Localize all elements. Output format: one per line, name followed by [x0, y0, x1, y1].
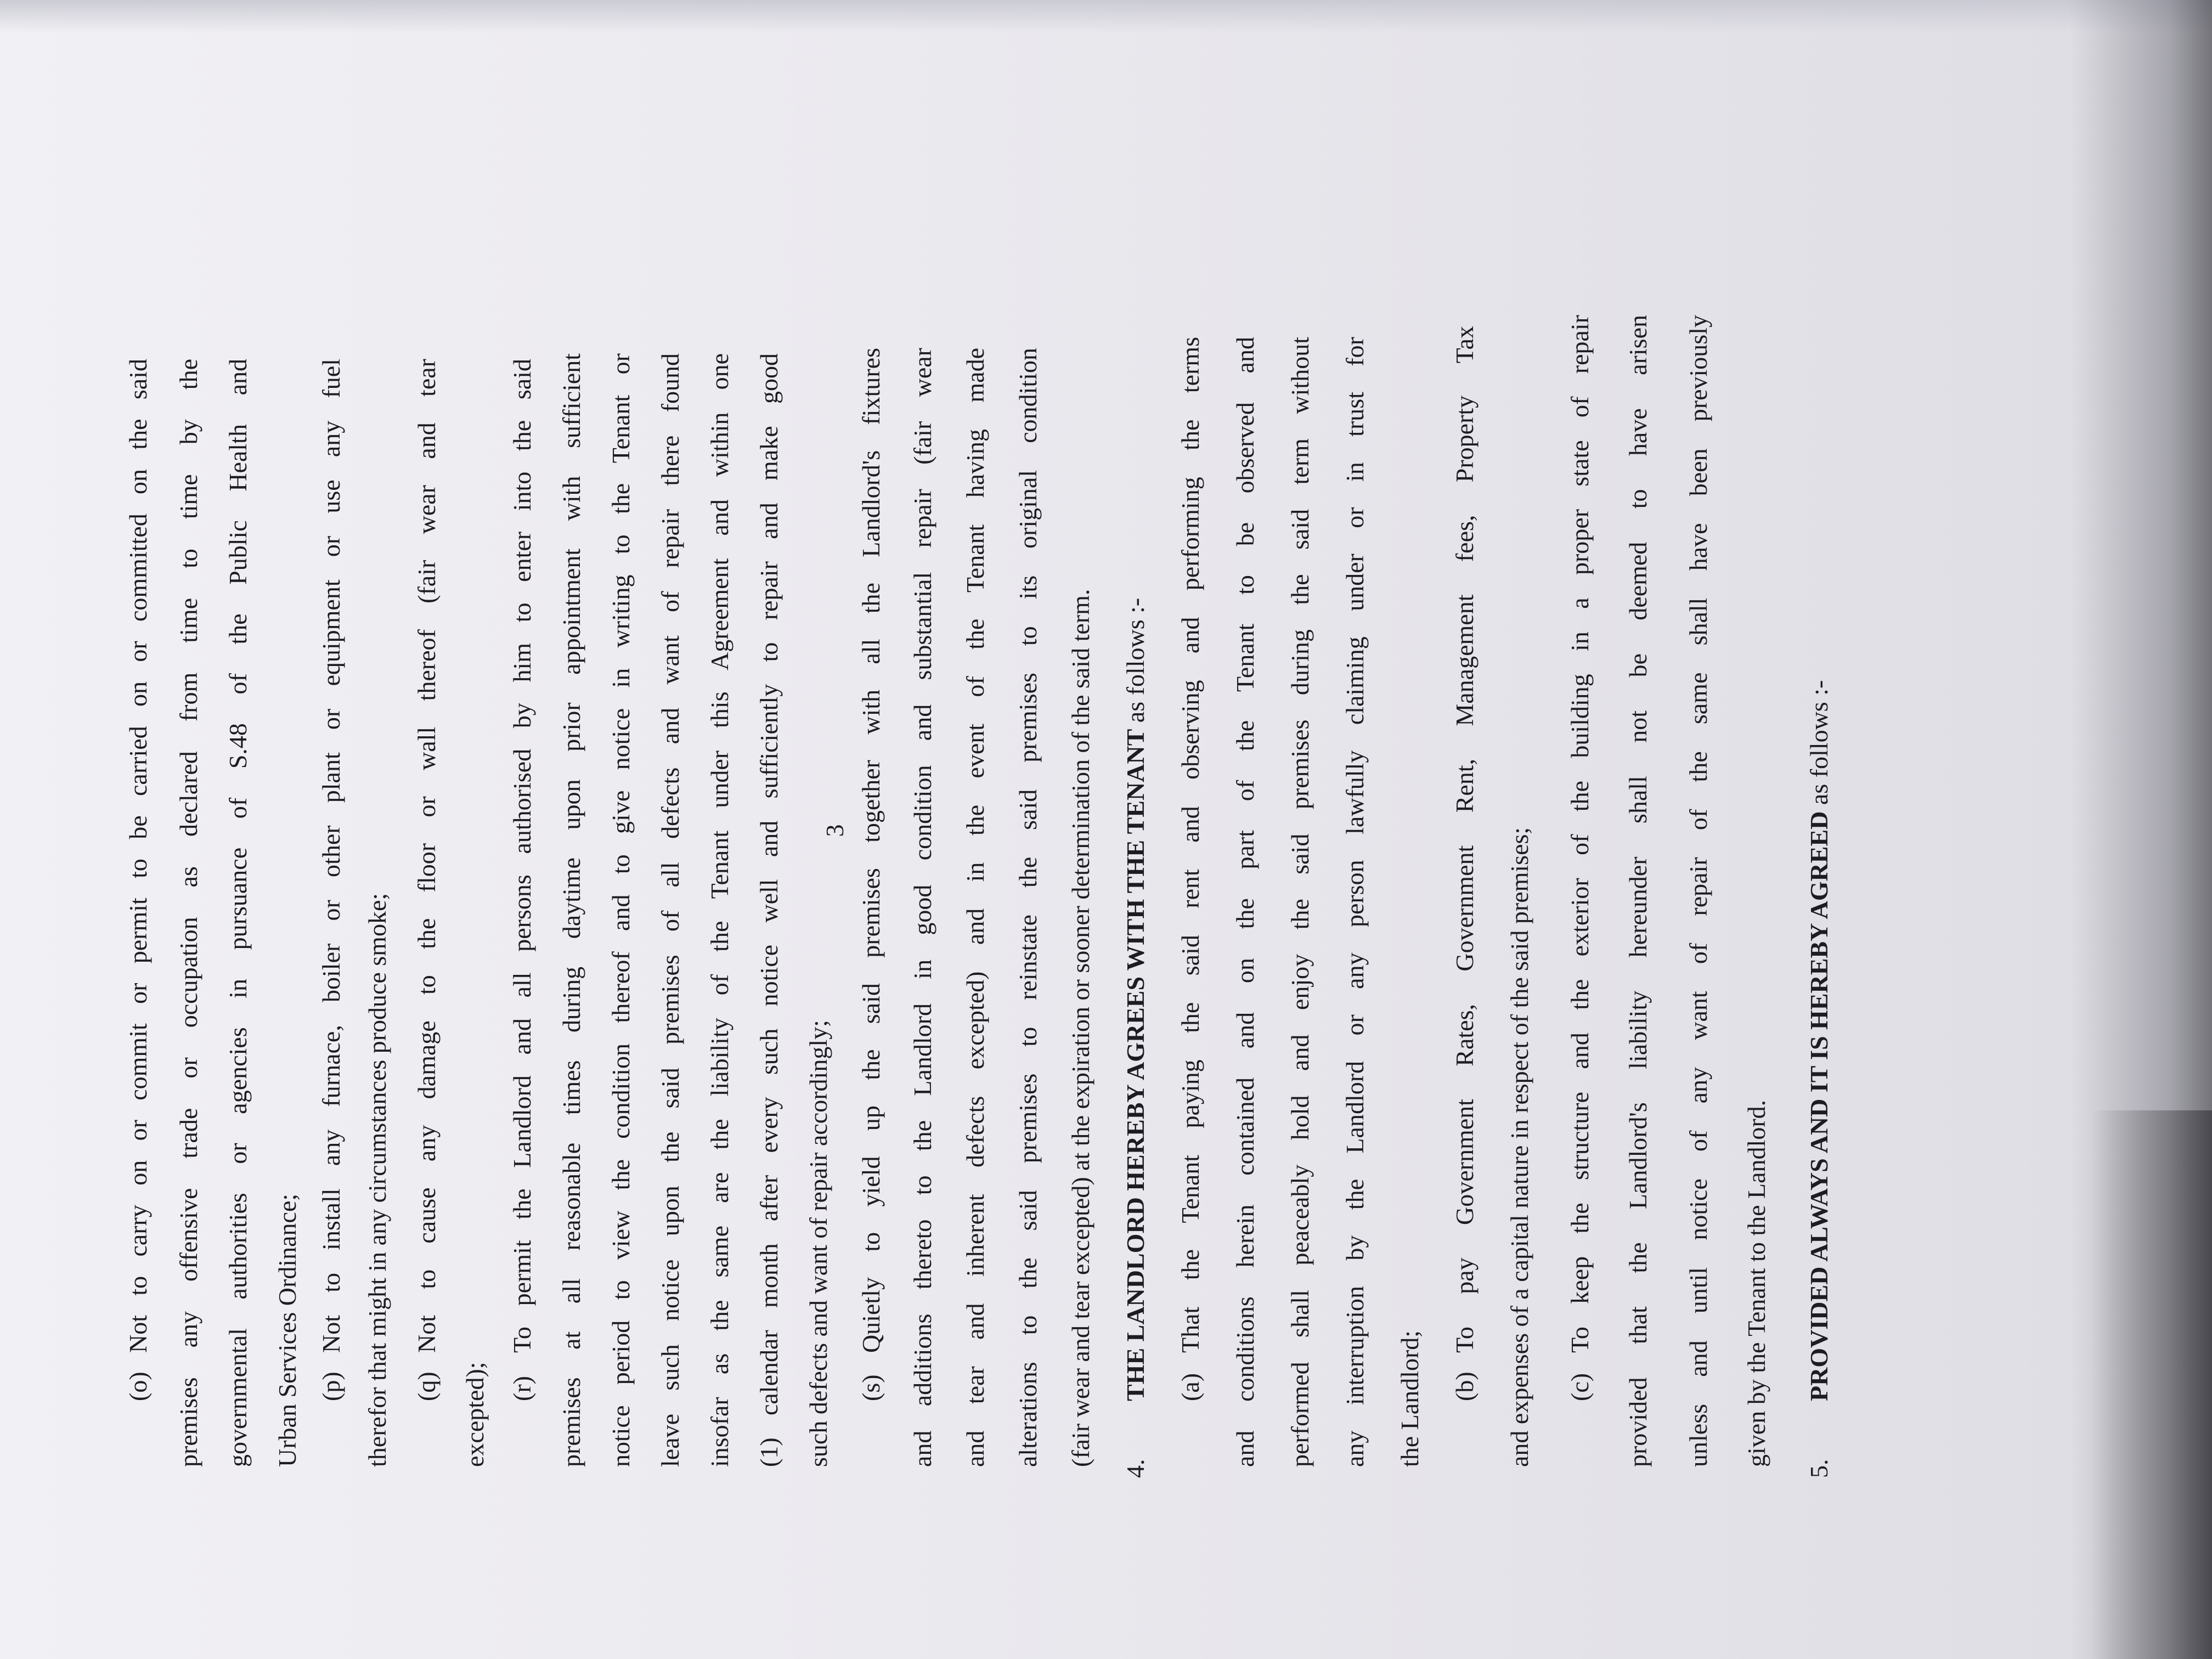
clause-label: (o): [124, 1372, 152, 1401]
clause-o-line-3: governmental authorities or agencies in pursuance of S.48 of the Public Health and: [224, 359, 252, 1467]
clause-o-line-1: (o)Not to carry on or commit or permit to be carried on or committed on the said: [122, 359, 155, 1401]
clause-s-line-5: (fair wear and tear excepted) at the expiration or sooner determination of the said term.: [1066, 589, 1094, 1467]
clause-4c-line-3: unless and until notice of any want of repair of the same shall have been previously: [1684, 315, 1712, 1467]
clause-r-line-3: notice period to view the condition thereof and to give notice in writing to the Tenant or: [607, 353, 635, 1467]
clause-label: (q): [413, 1372, 441, 1401]
clause-4a-line-5: the Landlord;: [1396, 1330, 1424, 1467]
clause-label: (r): [508, 1376, 536, 1401]
clause-label: (s): [857, 1374, 885, 1401]
clause-s-line-2: and additions thereto to the Landlord in good condition and substantial repair (fair wear: [909, 348, 936, 1467]
clause-4c-line-4: given by the Tenant to the Landlord.: [1742, 1099, 1770, 1467]
clause-label: (a): [1176, 1373, 1204, 1401]
clause-o-line-2: premises any offensive trade or occupation as declared from time to time by the: [174, 359, 202, 1467]
clause-o-line-4: Urban Services Ordinance;: [273, 1193, 301, 1467]
clause-label: (c): [1566, 1373, 1594, 1401]
page-number: 3: [821, 824, 849, 837]
clause-4c-line-2: provided that the Landlord's liability hereunder shall not be deemed to have arisen: [1624, 315, 1652, 1467]
clause-r-line-4: leave such notice upon the said premises of all defects and want of repair there found: [656, 353, 684, 1467]
clause-p-line-2: therefor that might in any circumstances produce smoke;: [363, 893, 391, 1467]
clause-r-line-1: (r)To permit the Landlord and all persons authorised by him to enter into the said: [506, 359, 539, 1401]
clause-r-line-2: premises at all reasonable times during daytime upon prior appointment with sufficient: [557, 353, 585, 1467]
clause-p-line-1: (p)Not to install any furnace, boiler or other plant or equipment or use any fuel: [315, 359, 348, 1401]
section-4-heading: THE LANDLORD HEREBY AGREES WITH THE TENANT as follows :-: [1121, 597, 1149, 1401]
section-5-number: 5.: [1805, 1459, 1833, 1478]
clause-4b-line-2: and expenses of a capital nature in respect of the said premises;: [1505, 827, 1533, 1467]
clause-4a-line-3: performed shall peaceably hold and enjoy the said premises during the said term without: [1286, 337, 1314, 1467]
clause-4a-line-1: (a)That the Tenant paying the said rent and observing and performing the terms: [1174, 337, 1207, 1401]
clause-s-line-1: (s)Quietly to yield up the said premises together with all the Landlord's fixtures: [855, 348, 888, 1401]
corner-shadow: [2091, 1110, 2212, 1659]
clause-4b-line-1: (b)To pay Government Rates, Government Rent, Management fees, Property Tax: [1448, 326, 1481, 1401]
clause-label: (b): [1451, 1372, 1479, 1401]
clause-r-line-6: (1) calendar month after every such notice well and sufficiently to repair and make good: [755, 353, 783, 1467]
clause-q-line-1: (q)Not to cause any damage to the floor or wall thereof (fair wear and tear: [410, 359, 443, 1401]
section-5-heading: PROVIDED ALWAYS AND IT IS HEREBY AGREED as follows :-: [1805, 680, 1833, 1401]
clause-r-line-7: such defects and want of repair accordingly;: [804, 1020, 832, 1467]
clause-4c-line-1: (c)To keep the structure and the exterior of the building in a proper state of repair: [1564, 315, 1596, 1401]
clause-4a-line-4: any interruption by the Landlord or any person lawfully claiming under or in trust for: [1341, 337, 1369, 1467]
clause-q-line-2: excepted);: [461, 1362, 489, 1467]
section-4-number: 4.: [1121, 1459, 1149, 1478]
clause-r-line-5: insofar as the same are the liability of the Tenant under this Agreement and within one: [706, 353, 733, 1467]
clause-label: (p): [317, 1372, 345, 1401]
clause-s-line-3: and tear and inherent defects excepted) and in the event of the Tenant having made: [961, 348, 989, 1467]
clause-s-line-4: alterations to the said premises to reinstate the said premises to its original condition: [1014, 348, 1042, 1467]
clause-4a-line-2: and conditions herein contained and on the part of the Tenant to be observed and: [1231, 337, 1259, 1467]
